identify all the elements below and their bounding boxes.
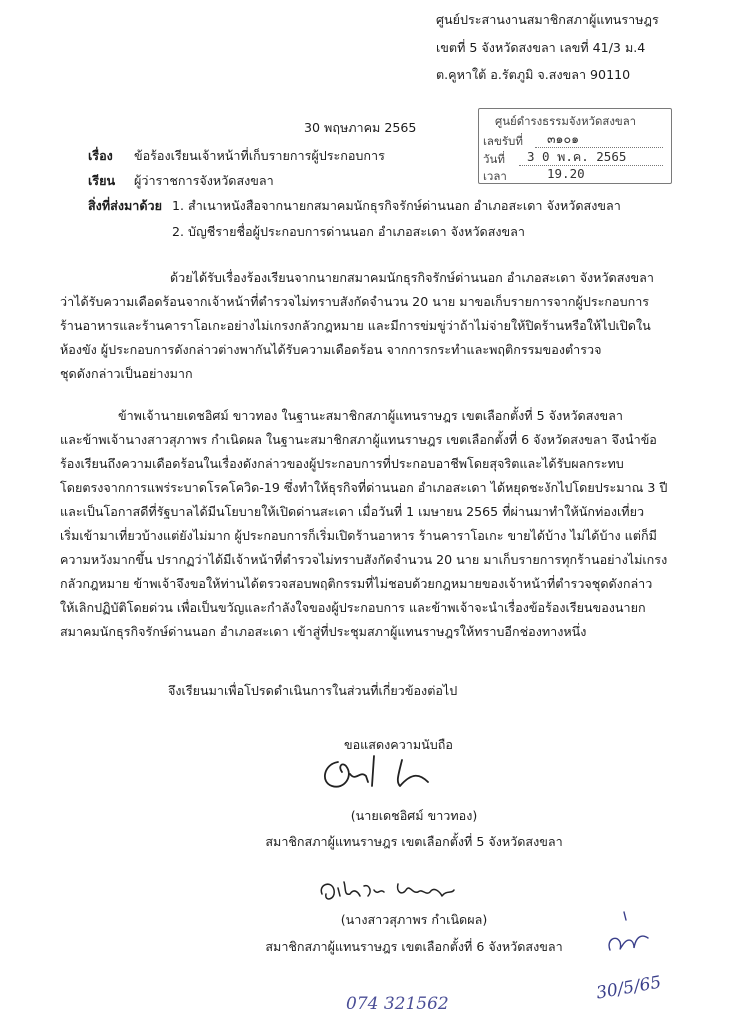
stamp-date-label: วันที่	[483, 152, 505, 166]
stamp-time-value: 19.20	[547, 166, 585, 181]
stamp-title: ศูนย์ดำรงธรรมจังหวัดสงขลา	[495, 114, 637, 128]
sender-line-3: ต.คูหาใต้ อ.รัตภูมิ จ.สงขลา 90110	[436, 67, 631, 82]
paragraph-line: ร้านอาหารและร้านคาราโอเกะอย่างไม่เกรงกลัวกฎหมาย และมีการข่มขู่ว่าถ้าไม่จ่ายให้ปิดร้านหรือให้ไปเปิดใน	[60, 318, 651, 333]
paragraph-line: โดยตรงจากการแพร่ระบาดโรคโควิด-19 ซึ่งทำให้ธุรกิจที่ด่านนอก อำเภอสะเดา ได้หยุดชะงักไปโดยประมาณ 3 ปี	[60, 480, 668, 495]
subject-label: เรื่อง	[88, 148, 113, 163]
paragraph-line: ด้วยได้รับเรื่องร้องเรียนจากนายกสมาคมนักธุรกิจรักษ์ด่านนอก อำเภอสะเดา จังหวัดสงขลา	[170, 270, 654, 285]
handwritten-date: 30/5/65	[594, 972, 663, 1004]
recipient-text: ผู้ว่าราชการจังหวัดสงขลา	[134, 173, 274, 188]
stamp-date-value: 3 0 พ.ค. 2565	[527, 149, 627, 164]
paragraph-line: ชุดดังกล่าวเป็นอย่างมาก	[60, 366, 193, 381]
signature-1-icon	[316, 752, 436, 794]
paragraph-line: ข้าพเจ้านายเดชอิศม์ ขาวทอง ในฐานะสมาชิกสภาผู้แทนราษฎร เขตเลือกตั้งที่ 5 จังหวัดสงขลา	[118, 408, 623, 423]
signatory-1-title: สมาชิกสภาผู้แทนราษฎร เขตเลือกตั้งที่ 5 จังหวัดสงขลา	[265, 834, 563, 849]
enclosure-item-1: 1. สำเนาหนังสือจากนายกสมาคมนักธุรกิจรักษ์ด่านนอก อำเภอสะเดา จังหวัดสงขลา	[172, 198, 621, 213]
handwritten-initials-icon	[604, 906, 694, 966]
stamp-received-label: เลขรับที่	[483, 134, 523, 148]
paragraph-line: และข้าพเจ้านางสาวสุภาพร กำเนิดผล ในฐานะสมาชิกสภาผู้แทนราษฎร เขตเลือกตั้งที่ 6 จังหวัดสงขลา จึงนำข้อ	[60, 432, 657, 447]
sender-line-1: ศูนย์ประสานงานสมาชิกสภาผู้แทนราษฎร	[436, 12, 659, 27]
subject-text: ข้อร้องเรียนเจ้าหน้าที่เก็บรายการผู้ประกอบการ	[134, 148, 385, 163]
paragraph-line: ว่าได้รับความเดือดร้อนจากเจ้าหน้าที่ตำรวจไม่ทราบสังกัดจำนวน 20 นาย มาขอเก็บรายการจากผู้ประกอบการ	[60, 294, 650, 309]
stamp-received-value: ๓๑๐๑	[547, 131, 580, 146]
paragraph-line: กลัวกฎหมาย ข้าพเจ้าจึงขอให้ท่านได้ตรวจสอบพฤติกรรมที่ไม่ชอบด้วยกฎหมายของเจ้าหน้าที่ตำรวจชุดดังกล่าว	[60, 576, 653, 591]
letter-date: 30 พฤษภาคม 2565	[304, 120, 417, 135]
body-paragraph-2	[60, 404, 700, 644]
closing-request: จึงเรียนมาเพื่อโปรดดำเนินการในส่วนที่เกี่ยวข้องต่อไป	[168, 683, 458, 698]
signatory-1-name: (นายเดชอิศม์ ขาวทอง)	[350, 808, 478, 823]
sender-line-2: เขตที่ 5 จังหวัดสงขลา เลขที่ 41/3 ม.4	[436, 40, 646, 55]
enclosure-item-2: 2. บัญชีรายชื่อผู้ประกอบการด่านนอก อำเภอสะเดา จังหวัดสงขลา	[172, 224, 525, 239]
paragraph-line: เริ่มเข้ามาเที่ยวบ้างแต่ยังไม่มาก ผู้ประกอบการก็เริ่มเปิดร้านอาหาร ร้านคาราโอเกะ ขายได้บ้าง ไม่ได้บ้าง แต่ก็มี	[60, 528, 657, 543]
paragraph-line: และเป็นโอกาสดีที่รัฐบาลได้มีนโยบายให้เปิดด่านสะเดา เมื่อวันที่ 1 เมษายน 2565 ที่ผ่านมาทำให้นักท่องเที่ยว	[60, 504, 645, 519]
paragraph-line: สมาคมนักธุรกิจรักษ์ด่านนอก อำเภอสะเดา เข้าสู่ที่ประชุมสภาผู้แทนราษฎรให้ทราบอีกช่องทางหนึ่ง	[60, 624, 587, 639]
paragraph-line: ห้องขัง ผู้ประกอบการดังกล่าวต่างพากันได้รับความเดือดร้อน จากการกระทำและพฤติกรรมของตำรวจ	[60, 342, 602, 357]
stamp-time-label: เวลา	[483, 169, 507, 183]
paragraph-line: ความหวังมากขึ้น ปรากฏว่าได้มีเจ้าหน้าที่ตำรวจไม่ทราบสังกัดจำนวน 20 นาย มาเก็บรายการทุกร้านอย่างไม่เกรง	[60, 552, 668, 567]
recipient-label: เรียน	[88, 173, 116, 188]
signatory-2-name: (นางสาวสุภาพร กำเนิดผล)	[340, 912, 488, 927]
signature-2-icon	[314, 874, 464, 908]
signatory-2-title: สมาชิกสภาผู้แทนราษฎร เขตเลือกตั้งที่ 6 จังหวัดสงขลา	[265, 939, 563, 954]
complimentary-close: ขอแสดงความนับถือ	[344, 737, 453, 752]
receipt-stamp	[478, 108, 672, 184]
paragraph-line: ให้เลิกปฏิบัติโดยด่วน เพื่อเป็นขวัญและกำลังใจของผู้ประกอบการ และข้าพเจ้าจะนำเรื่องข้อร้องเรียนของนายก	[60, 600, 646, 615]
paragraph-line: ร้องเรียนถึงความเดือดร้อนในเรื่องดังกล่าวของผู้ประกอบการที่ประกอบอาชีพโดยสุจริตและได้รับผลกระทบ	[60, 456, 624, 471]
enclosures-label: สิ่งที่ส่งมาด้วย	[88, 198, 162, 213]
handwritten-phone: 074 321562	[346, 994, 449, 1014]
body-paragraph-1	[60, 266, 700, 386]
